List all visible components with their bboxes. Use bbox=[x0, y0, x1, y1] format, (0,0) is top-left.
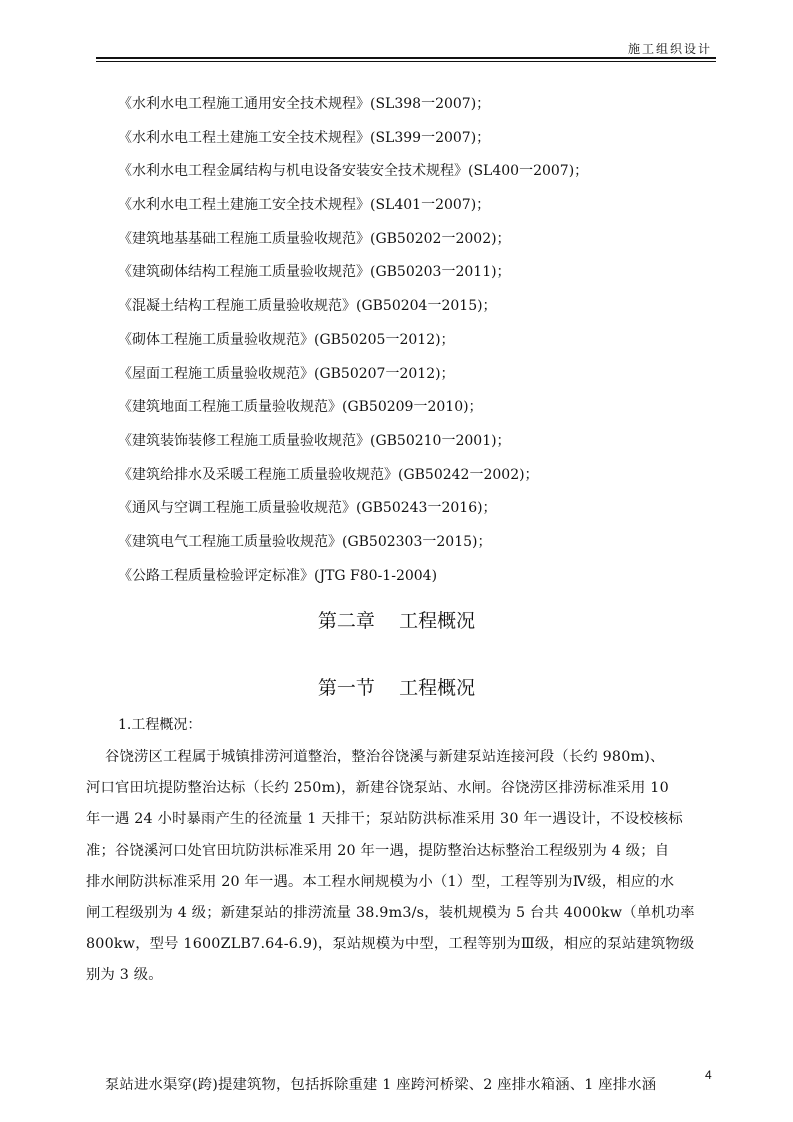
reference-item: 《建筑装饰装修工程施工质量验收规范》(GB50210一2001)； bbox=[118, 432, 511, 449]
reference-item: 《水利水电工程施工通用安全技术规程》(SL398一2007)； bbox=[118, 96, 491, 112]
header-rule-thin bbox=[96, 61, 716, 62]
reference-item: 《公路工程质量检验评定标准》(JTG F80-1-2004) bbox=[118, 567, 438, 584]
reference-item: 《建筑砌体结构工程施工质量验收规范》(GB50203一2011)； bbox=[118, 264, 511, 281]
body-paragraph bbox=[86, 742, 710, 992]
paragraph-line: 800kw，型号 1600ZLB7.64-6.9)，泵站规模为中型，工程等别为Ⅲ级，相应的泵站建筑物级 bbox=[86, 936, 695, 953]
reference-item: 《通风与空调工程施工质量验收规范》(GB50243一2016)； bbox=[118, 500, 497, 517]
reference-item: 《水利水电工程土建施工安全技术规程》(SL399一2007)； bbox=[118, 129, 491, 146]
reference-item: 《砌体工程施工质量验收规范》(GB50205一2012)； bbox=[118, 331, 455, 348]
chapter-title: 第二章 工程概况 bbox=[317, 610, 476, 632]
header-title: 施工组织设计 bbox=[627, 42, 712, 56]
reference-item: 《建筑地基基础工程施工质量验收规范》(GB50202一2002)； bbox=[118, 230, 511, 247]
reference-item: 《水利水电工程土建施工安全技术规程》(SL401一2007)； bbox=[118, 197, 491, 214]
subsection-heading: 1.工程概况： bbox=[118, 717, 202, 733]
paragraph-line: 准；谷饶溪河口处官田坑防洪标准采用 20 年一遇，提防整治达标整治工程级别为 4 级；自 bbox=[86, 842, 670, 859]
reference-list bbox=[118, 92, 728, 597]
paragraph-line: 年一遇 24 小时暴雨产生的径流量 1 天排干；泵站防洪标准采用 30 年一遇设计，不设校核标 bbox=[86, 811, 683, 828]
page-header bbox=[96, 40, 716, 62]
paragraph-line: 排水闸防洪标准采用 20 年一遇。本工程水闸规模为小（1）型，工程等别为Ⅳ级，相应的水 bbox=[86, 873, 675, 890]
header-rule-thick bbox=[96, 57, 716, 59]
paragraph-line: 谷饶涝区工程属于城镇排涝河道整治，整治谷饶溪与新建泵站连接河段（长约 980m)、 bbox=[86, 749, 665, 765]
section-title: 第一节 工程概况 bbox=[317, 677, 476, 699]
paragraph-line: 闸工程级别为 4 级；新建泵站的排涝流量 38.9m3/s，装机规模为 5 台共 4000kw（单机功率 bbox=[86, 904, 695, 921]
reference-item: 《混凝土结构工程施工质量验收规范》(GB50204一2015)； bbox=[118, 298, 497, 315]
body-paragraph bbox=[86, 1070, 710, 1101]
paragraph-line: 河口官田坑提防整治达标（长约 250m)，新建谷饶泵站、水闸。谷饶涝区排涝标准采用 10 bbox=[86, 780, 669, 797]
paragraph-line: 别为 3 级。 bbox=[86, 967, 163, 984]
paragraph-line: 泵站进水渠穿(跨)提建筑物，包括拆除重建 1 座跨河桥梁、2 座排水箱涵、1 座排水涵 bbox=[86, 1077, 657, 1093]
reference-item: 《建筑地面工程施工质量验收规范》(GB50209一2010)； bbox=[118, 399, 483, 416]
reference-item: 《建筑给排水及采暖工程施工质量验收规范》(GB50242一2002)； bbox=[118, 466, 539, 483]
reference-item: 《屋面工程施工质量验收规范》(GB50207一2012)； bbox=[118, 365, 455, 382]
page-number: 4 bbox=[705, 1068, 712, 1082]
reference-item: 《建筑电气工程施工质量验收规范》(GB502303一2015)； bbox=[118, 533, 492, 550]
reference-item: 《水利水电工程金属结构与机电设备安装安全技术规程》(SL400一2007)； bbox=[118, 163, 589, 180]
